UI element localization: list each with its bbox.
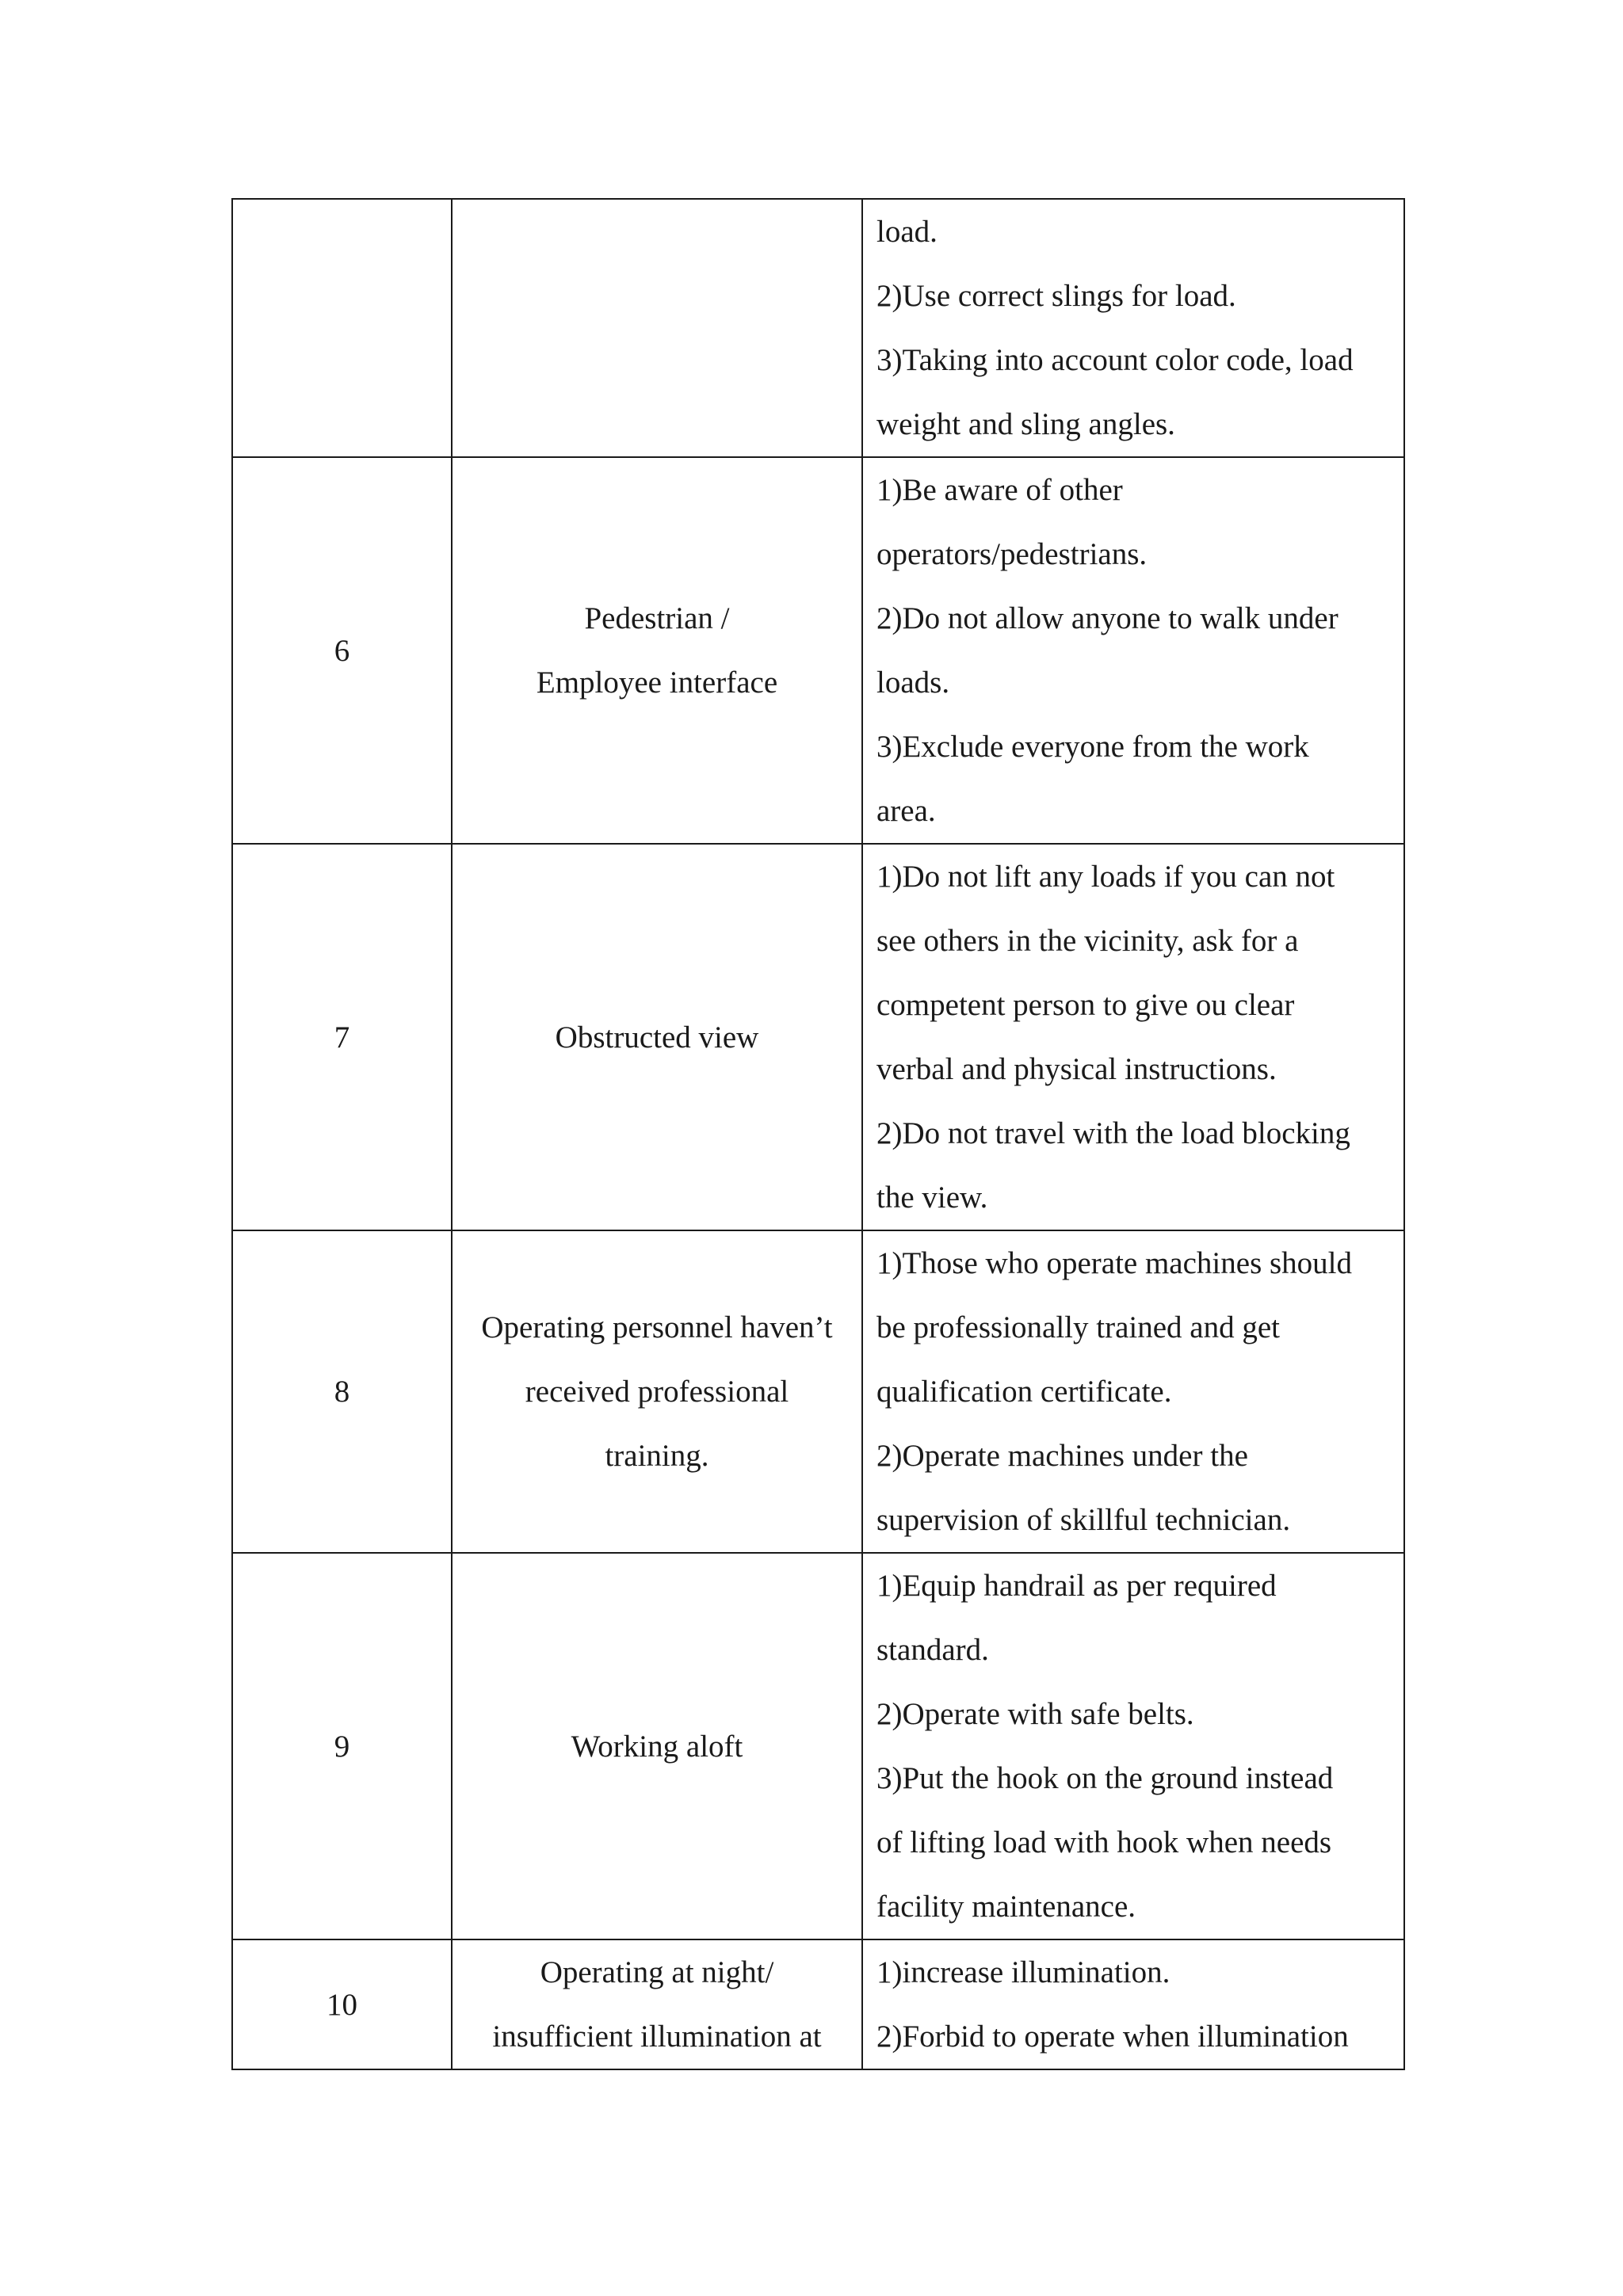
control-text-line: loads. (876, 666, 950, 700)
hazard-control-table (231, 198, 1405, 2070)
hazard-text-line: Working aloft (571, 1729, 743, 1764)
control-text-line: operators/pedestrians. (876, 537, 1148, 571)
control-measure-cell (862, 1939, 1404, 2069)
hazard-text-line: insufficient illumination at (492, 2019, 822, 2054)
control-text-line: area. (876, 794, 936, 828)
row-number-cell (232, 199, 452, 457)
hazard-text-line: received professional (525, 1375, 789, 1409)
table-row (232, 1939, 1404, 2069)
control-text-line: 2)Operate machines under the (876, 1439, 1248, 1473)
control-text-line: facility maintenance. (876, 1890, 1136, 1924)
control-text-line: the view. (876, 1180, 988, 1215)
control-text-line: weight and sling angles. (876, 407, 1175, 441)
control-text-line: verbal and physical instructions. (876, 1052, 1277, 1086)
row-number-cell: 6 (232, 457, 452, 844)
control-text-line: 2)Do not travel with the load blocking (876, 1116, 1350, 1150)
control-text-line: 1)Be aware of other (876, 473, 1123, 507)
hazard-text-line: training. (605, 1439, 709, 1473)
hazard-text-line: Pedestrian / (584, 601, 730, 635)
control-text-line: be professionally trained and get (876, 1310, 1280, 1344)
table-row (232, 457, 1404, 844)
hazard-cell (452, 1230, 862, 1553)
control-measure-cell (862, 1553, 1404, 1939)
hazard-text-line: Employee interface (536, 666, 778, 700)
control-text-line: 2)Operate with safe belts. (876, 1697, 1194, 1731)
control-text-line: 3)Taking into account color code, load (876, 343, 1354, 377)
hazard-cell (452, 1553, 862, 1939)
control-text-line: 1)Equip handrail as per required (876, 1569, 1277, 1603)
control-measure-cell (862, 844, 1404, 1230)
control-measure-cell (862, 199, 1404, 457)
control-text-line: of lifting load with hook when needs (876, 1825, 1332, 1859)
control-text-line: 1)Those who operate machines should (876, 1246, 1353, 1280)
control-text-line: 3)Exclude everyone from the work (876, 730, 1309, 764)
hazard-cell (452, 457, 862, 844)
table-row (232, 844, 1404, 1230)
control-text-line: 2)Do not allow anyone to walk under (876, 601, 1338, 635)
row-number-cell: 7 (232, 844, 452, 1230)
control-measure-cell (862, 1230, 1404, 1553)
row-number-cell: 8 (232, 1230, 452, 1553)
row-number-cell: 9 (232, 1553, 452, 1939)
control-text-line: standard. (876, 1633, 989, 1667)
hazard-cell (452, 1939, 862, 2069)
control-text-line: 2)Forbid to operate when illumination (876, 2019, 1349, 2054)
hazard-text-line: Obstructed view (555, 1020, 759, 1055)
control-text-line: load. (876, 215, 938, 249)
hazard-text-line: Operating personnel haven’t (481, 1310, 833, 1344)
hazard-text-line: Operating at night/ (540, 1955, 774, 1989)
table-row (232, 1553, 1404, 1939)
control-text-line: see others in the vicinity, ask for a (876, 924, 1299, 958)
table-row (232, 1230, 1404, 1553)
control-text-line: supervision of skillful technician. (876, 1503, 1291, 1537)
table-row (232, 199, 1404, 457)
control-text-line: 2)Use correct slings for load. (876, 279, 1236, 313)
table-body (232, 199, 1404, 2069)
control-text-line: qualification certificate. (876, 1375, 1172, 1409)
control-text-line: 3)Put the hook on the ground instead (876, 1761, 1334, 1795)
control-measure-cell (862, 457, 1404, 844)
hazard-cell (452, 199, 862, 457)
control-text-line: competent person to give ou clear (876, 988, 1295, 1022)
control-text-line: 1)increase illumination. (876, 1955, 1170, 1989)
hazard-cell (452, 844, 862, 1230)
control-text-line: 1)Do not lift any loads if you can not (876, 860, 1335, 894)
row-number-cell: 10 (232, 1939, 452, 2069)
